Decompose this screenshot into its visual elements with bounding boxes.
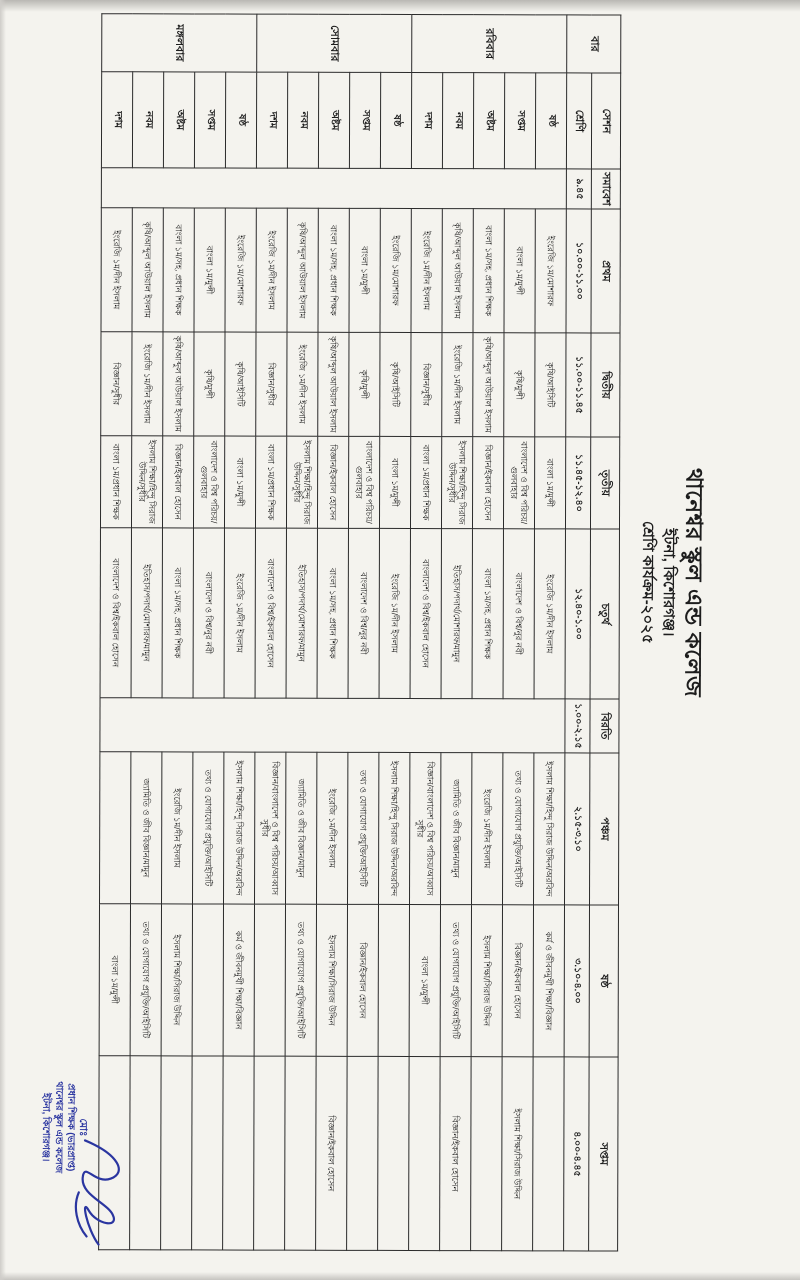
header-period-time-1: ১০.০০-১১.০০ — [566, 209, 591, 333]
class-cell: সপ্তম — [194, 72, 225, 168]
subject-cell: ইসলাম শিক্ষা/সিরাজ উদ্দিন — [316, 904, 347, 1056]
subject-cell: বাংলা ১ম/সহ. প্রধান শিক্ষক — [317, 528, 348, 698]
subject-cell: ইসলাম শিক্ষা/সিরাজ উদ্দিন — [161, 904, 192, 1056]
subject-cell: জ্যামিতি ও জীব বিজ্ঞান/মামুন — [441, 753, 472, 905]
school-address: ইটনা, কিশোরগঞ্জ। — [659, 528, 678, 637]
routine-sheet — [0, 4, 795, 1280]
subject-cell: ইসলাম শিক্ষা/সিরাজ উদ্দিন — [471, 905, 502, 1057]
subject-cell: ইংরেজি ১ম/দীন ইসলাম — [534, 529, 565, 699]
stamp-school-line: থানেশ্বর স্কুল এন্ড কলেজ — [52, 1081, 65, 1174]
class-cell: অষ্টম — [318, 72, 349, 168]
class-cell: দশম — [256, 72, 287, 168]
subject-cell: কৃষি/আইসিটি — [225, 332, 256, 436]
header-period-time-7: ৩.১০-৪.০০ — [564, 905, 589, 1057]
subject-cell: বাংলাদেশ ও বিশ্ব/নুর নবী — [348, 528, 379, 698]
header-period-name-1: প্রথম — [591, 209, 620, 333]
class-cell: নবম — [442, 73, 473, 169]
subject-cell: তথ্য ও যোগাযোগ প্রযুক্তি/আইসিটি — [503, 753, 534, 905]
subject-cell: বিজ্ঞান/ইকবাল হোসেন — [502, 905, 533, 1057]
header-session: সেশন — [591, 73, 620, 169]
class-cell: ষষ্ঠ — [535, 73, 566, 169]
subject-cell: কর্ম ও জীবনমুখী শিক্ষা/বিজ্ঞান — [533, 905, 564, 1057]
subject-cell — [254, 1056, 286, 1250]
subject-cell: কৃষি/মুন্সী — [194, 332, 225, 436]
subject-cell: ইংরেজি ১ম/দীন ইসলাম — [317, 752, 348, 904]
subject-cell: বিজ্ঞান/বাংলাদেশ ও বিশ্ব পরিচয়/আব্বাস সুধীর — [410, 753, 441, 905]
subject-cell: ইংরেজি ১ম/মোশারফ — [225, 208, 256, 332]
header-period-time-6: ২.১৫-৩.১০ — [565, 753, 590, 905]
subject-cell: বাংলা ১ম/সহ. প্রধান শিক্ষক — [473, 209, 504, 333]
subject-cell: তথ্য ও যোগাযোগ প্রযুক্তি/আইসিটি — [193, 752, 224, 904]
subject-cell — [192, 904, 223, 1056]
assembly-column-cell — [101, 168, 566, 209]
subject-cell — [378, 904, 409, 1056]
day-cell: রবিবার — [412, 15, 567, 73]
stamp-address-line: ইটনা, কিশোরগঞ্জ। — [40, 1093, 52, 1162]
subject-cell: কৃষি/আব্দুল আউয়াল ইসলাম — [132, 208, 163, 332]
subject-cell: বাংলাদেশ ও বিশ্ব পরিচয়/গুলবাহার — [348, 436, 379, 528]
subject-cell: ইংরেজি ১ম/দীন ইসলাম — [256, 208, 287, 332]
routine-table-body — [99, 14, 567, 1251]
subject-cell — [192, 1056, 224, 1250]
subject-cell: ইংরেজি ১ম/দীন ইসলাম — [442, 333, 473, 437]
subject-cell: কৃষি/আইসিটি — [380, 332, 411, 436]
subject-cell: বাংলাদেশ ও বিশ্ব/নুর নবী — [193, 528, 224, 698]
subject-cell: বাংলা ১ম/মুন্সী — [379, 436, 410, 528]
subject-cell: ইংরেজি ১ম/দীন ইসলাম — [101, 208, 132, 332]
subject-cell: বাংলা ১ম/মুন্সী — [349, 208, 380, 332]
subject-cell: ইতিহাস/পদার্থ/মোশারফ/মামুন — [131, 528, 162, 698]
class-cell: ষষ্ঠ — [380, 72, 411, 168]
subject-cell: জ্যামিতি ও জীব বিজ্ঞান/মামুন — [286, 752, 317, 904]
subject-cell: বাংলা ১ম/সহ. প্রধান শিক্ষক — [163, 208, 194, 332]
scan-edge-shadow-bottom — [0, 1272, 800, 1280]
subject-cell: বাংলাদেশ ও বিশ্ব/ইকবাল হোসেন — [410, 529, 441, 699]
school-name: থানেশ্বর স্কুল এন্ড কলেজ — [680, 467, 708, 698]
subject-cell: ইংরেজি ১ম/দীন ইসলাম — [287, 332, 318, 436]
subject-cell: কৃষি/আব্দুল আউয়াল ইসলাম — [473, 333, 504, 437]
header-day: বার — [567, 15, 621, 73]
subject-cell: তথ্য ও যোগাযোগ প্রযুক্তি/আইসিটি — [348, 752, 379, 904]
subject-cell: ইসলাম শিক্ষা/সিরাজ উদ্দিন — [502, 1057, 534, 1251]
routine-subtitle: শ্রেণি কার্যক্রম-২০২৫ — [639, 520, 657, 644]
class-cell: অষ্টম — [163, 72, 194, 168]
subject-cell: কর্ম ও জীবনমুখী শিক্ষা/বিজ্ঞান — [223, 904, 254, 1056]
subject-cell: ইসলাম শিক্ষা/হিন্দু সিরাজ উদ্দিন/অরবিন্দ — [534, 753, 565, 905]
subject-cell: ইতিহাস/পদার্থ/মোশারফ/মামুন — [286, 528, 317, 698]
subject-cell — [223, 1056, 255, 1250]
subject-cell: বাংলা ১ম/প্রধান শিক্ষক — [100, 436, 131, 528]
subject-cell: বাংলাদেশ ও বিশ্ব পরিচয়/গুলবাহার — [503, 437, 534, 529]
subject-cell — [100, 752, 131, 904]
subject-cell: ইসলাম শিক্ষা/হিন্দু সিরাজ উদ্দিন/সুধীর — [131, 436, 162, 528]
subject-cell: ইংরেজি ১ম/দীন ইসলাম — [379, 528, 410, 698]
subject-cell: তথ্য ও যোগাযোগ প্রযুক্তি/আইসিটি — [285, 904, 316, 1056]
subject-cell: ইসলাম শিক্ষা/হিন্দু সিরাজ উদ্দিন/অরবিন্দ — [379, 752, 410, 904]
subject-cell — [161, 1056, 193, 1250]
header-period-time-2: ১১.০০-১১.৪৫ — [566, 333, 591, 437]
document-title-block — [637, 367, 710, 797]
subject-cell: বাংলা ১ম/সহ. প্রধান শিক্ষক — [472, 529, 503, 699]
subject-cell: ইংরেজি ১ম/দীন ইসলাম — [162, 752, 193, 904]
subject-cell: বাংলা ১ম/মুন্সী — [409, 905, 440, 1057]
header-period-name-2: দ্বিতীয় — [591, 333, 620, 437]
day-cell: সোমবার — [257, 14, 412, 72]
header-period-name-7: ষষ্ঠ — [589, 905, 618, 1057]
class-cell: নবম — [132, 72, 163, 168]
subject-cell: তথ্য ও যোগাযোগ প্রযুক্তি/আইসিটি — [440, 905, 471, 1057]
stamp-name-line: মোঃ — [77, 1118, 89, 1137]
header-period-time-5: ১.০০-২.১৫ — [565, 699, 590, 753]
header-period-time-8: ৪.০০-৪.৪৫ — [564, 1057, 590, 1251]
subject-cell: কৃষি/মুন্সী — [349, 332, 380, 436]
class-cell: সপ্তম — [504, 73, 535, 169]
break-column-cell — [100, 698, 565, 753]
header-period-time-3: ১১.৪৫-১২.৪০ — [565, 437, 590, 529]
subject-cell: বিজ্ঞান/ইকবাল হোসেন — [317, 436, 348, 528]
header-period-name-4: চতুর্থ — [590, 529, 619, 699]
subject-cell: বাংলাদেশ ও বিশ্ব/ইকবাল হোসেন — [100, 528, 131, 698]
class-cell: দশম — [411, 73, 442, 169]
subject-cell: কৃষি/আব্দুল আউয়াল ইসলাম — [318, 332, 349, 436]
subject-cell: বাংলা ১ম/মুন্সী — [99, 904, 130, 1056]
header-period-name-8: সপ্তম — [589, 1057, 619, 1251]
subject-cell: বিজ্ঞান/ইকবাল হোসেন — [472, 437, 503, 529]
subject-cell: ইংরেজি ১ম/দীন ইসলাম — [472, 753, 503, 905]
subject-cell: ইংরেজি ১ম/মোশারফ — [535, 209, 566, 333]
subject-cell — [378, 1056, 410, 1250]
subject-cell — [254, 904, 285, 1056]
subject-cell: বাংলা ১ম/মুন্সী — [534, 437, 565, 529]
subject-cell: বাংলাদেশ ও বিশ্ব/ইকবাল হোসেন — [255, 528, 286, 698]
subject-cell — [533, 1057, 565, 1251]
subject-cell: বাংলা ১ম/সহ. প্রধান শিক্ষক — [318, 208, 349, 332]
header-period-time-0: ৯.৪৫ — [566, 169, 591, 209]
subject-cell: বাংলা ১ম/সহ. প্রধান শিক্ষক — [162, 528, 193, 698]
routine-row — [533, 15, 567, 1251]
class-cell: দশম — [101, 72, 132, 168]
subject-cell — [347, 1056, 379, 1250]
subject-cell: বিজ্ঞান/ইকবাল হোসেন — [347, 904, 378, 1056]
subject-cell: বিজ্ঞান/ইকবাল হোসেন — [440, 1057, 472, 1251]
subject-cell: কৃষি/আব্দুল আউয়াল ইসলাম — [442, 209, 473, 333]
header-period-name-5: বিরতি — [590, 699, 619, 753]
subject-cell: ইসলাম শিক্ষা/হিন্দু সিরাজ উদ্দিন/অরবিন্দ — [224, 752, 255, 904]
header-period-name-3: তৃতীয় — [590, 437, 619, 529]
subject-cell: বাংলা ১ম/মুন্সী — [224, 436, 255, 528]
subject-cell: কৃষি/মুন্সী — [504, 333, 535, 437]
class-cell: অষ্টম — [473, 73, 504, 169]
header-period-name-0: সমাবেশ — [591, 169, 620, 209]
class-cell: ষষ্ঠ — [225, 72, 256, 168]
subject-cell: ইতিহাস/পদার্থ/মোশারফ/মামুন — [441, 529, 472, 699]
subject-cell: ইংরেজি ১ম/দীন ইসলাম — [411, 209, 442, 333]
subject-cell: তথ্য ও যোগাযোগ প্রযুক্তি/আইসিটি — [130, 904, 161, 1056]
day-cell: মঙ্গলবার — [102, 14, 257, 72]
scan-edge-shadow-left — [0, 0, 6, 1280]
header-period-time-4: ১২.৪০-১.০০ — [565, 529, 590, 699]
subject-cell: বাংলা ১ম/মুন্সী — [504, 209, 535, 333]
subject-cell — [471, 1057, 503, 1251]
subject-cell: বিজ্ঞান/ইকবাল হোসেন — [316, 1056, 348, 1250]
subject-cell: বিজ্ঞান/ইকবাল হোসেন — [162, 436, 193, 528]
subject-cell: ইসলাম শিক্ষা/হিন্দু সিরাজ উদ্দিন/সুধীর — [441, 437, 472, 529]
subject-cell: বিজ্ঞান/বাংলাদেশ ও বিশ্ব পরিচয়/আব্বাস সুধীর — [255, 752, 286, 904]
subject-cell: বিজ্ঞান/সুধীর — [256, 332, 287, 436]
subject-cell: বাংলাদেশ ও বিশ্ব পরিচয়/গুলবাহার — [193, 436, 224, 528]
subject-cell: ইসলাম শিক্ষা/হিন্দু সিরাজ উদ্দিন/সুধীর — [286, 436, 317, 528]
subject-cell: বাংলা ১ম/প্রধান শিক্ষক — [410, 437, 441, 529]
subject-cell: ইংরেজি ১ম/দীন ইসলাম — [224, 528, 255, 698]
routine-table-header — [564, 15, 621, 1251]
subject-cell: জ্যামিতি ও জীব বিজ্ঞান/মামুন — [131, 752, 162, 904]
headteacher-stamp — [39, 1032, 90, 1222]
subject-cell: বাংলাদেশ ও বিশ্ব/নুর নবী — [503, 529, 534, 699]
stamp-designation-line: প্রধান শিক্ষক (ভারপ্রাপ্ত) — [64, 1083, 77, 1172]
header-class: শ্রেণি — [566, 73, 591, 169]
subject-cell: ইংরেজি ১ম/মোশারফ — [380, 208, 411, 332]
subject-cell — [409, 1057, 441, 1251]
class-cell: নবম — [287, 72, 318, 168]
subject-cell: বিজ্ঞান/সুধীর — [411, 333, 442, 437]
subject-cell: বাংলা ১ম/মুন্সী — [194, 208, 225, 332]
subject-cell: কৃষি/আইসিটি — [535, 333, 566, 437]
scan-edge-shadow-top — [0, 0, 800, 12]
subject-cell: কৃষি/আব্দুল আউয়াল ইসলাম — [163, 332, 194, 436]
subject-cell: বিজ্ঞান/সুধীর — [101, 332, 132, 436]
header-period-name-6: পঞ্চম — [590, 753, 619, 905]
subject-cell: কৃষি/আব্দুল আউয়াল ইসলাম — [287, 208, 318, 332]
routine-table — [98, 13, 621, 1251]
subject-cell — [285, 1056, 317, 1250]
class-cell: সপ্তম — [349, 72, 380, 168]
subject-cell: বাংলা ১ম/প্রধান শিক্ষক — [255, 436, 286, 528]
subject-cell: ইংরেজি ১ম/দীন ইসলাম — [132, 332, 163, 436]
